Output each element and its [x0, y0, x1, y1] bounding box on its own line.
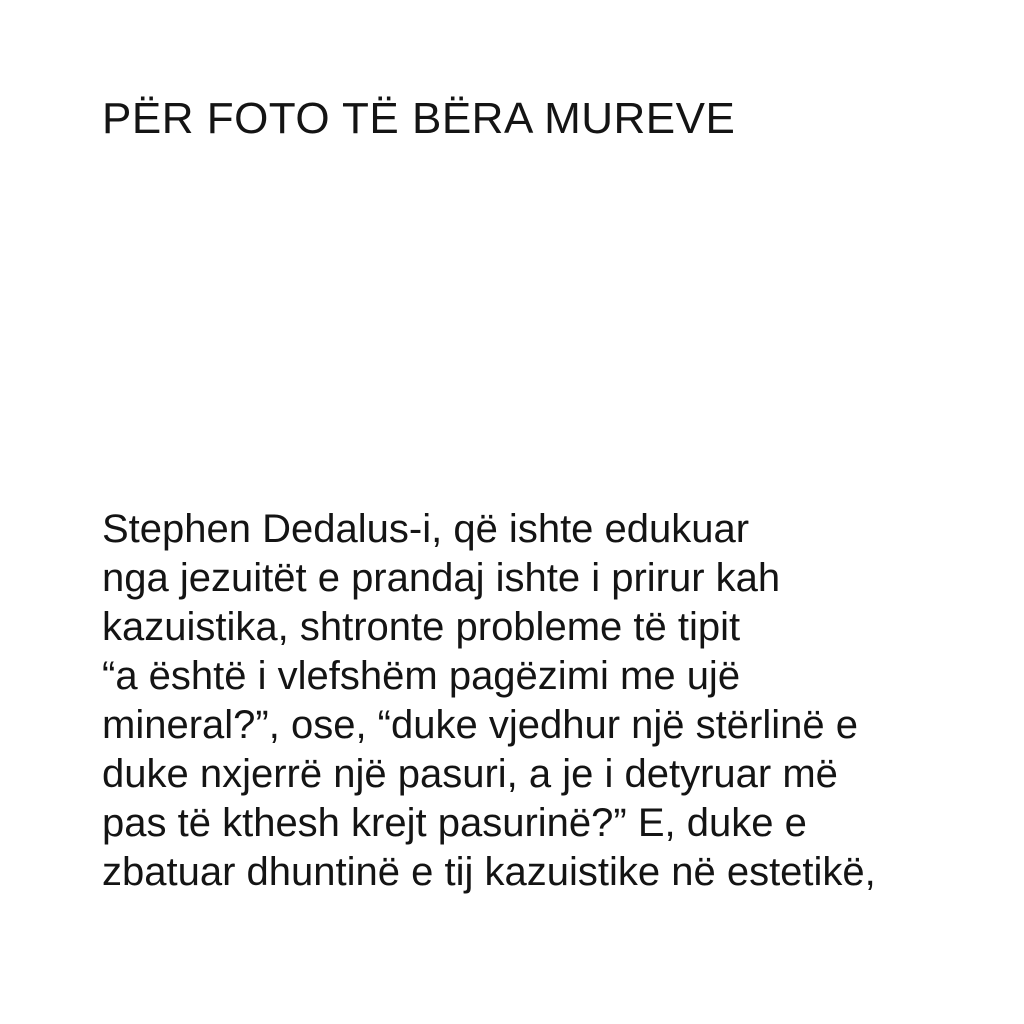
- document-title: PËR FOTO TË BËRA MUREVE: [102, 94, 736, 143]
- paragraph-line-1: Stephen Dedalus-i, që ishte edukuar: [102, 507, 750, 551]
- paragraph-line-2: nga jezuitët e prandaj ishte i prirur kah: [102, 556, 781, 600]
- paragraph-line-5: mineral?”, ose, “duke vjedhur një stërlinë e: [102, 703, 858, 747]
- paragraph-line-7: pas të kthesh krejt pasurinë?” E, duke e: [102, 801, 807, 845]
- document-paragraph: [102, 505, 876, 897]
- paragraph-line-4: “a është i vlefshëm pagëzimi me ujë: [102, 654, 741, 698]
- paragraph-line-8: zbatuar dhuntinë e tij kazuistike në estetikë,: [102, 850, 876, 894]
- paragraph-line-3: kazuistika, shtronte probleme të tipit: [102, 605, 741, 649]
- paragraph-line-6: duke nxjerrë një pasuri, a je i detyruar më: [102, 752, 838, 796]
